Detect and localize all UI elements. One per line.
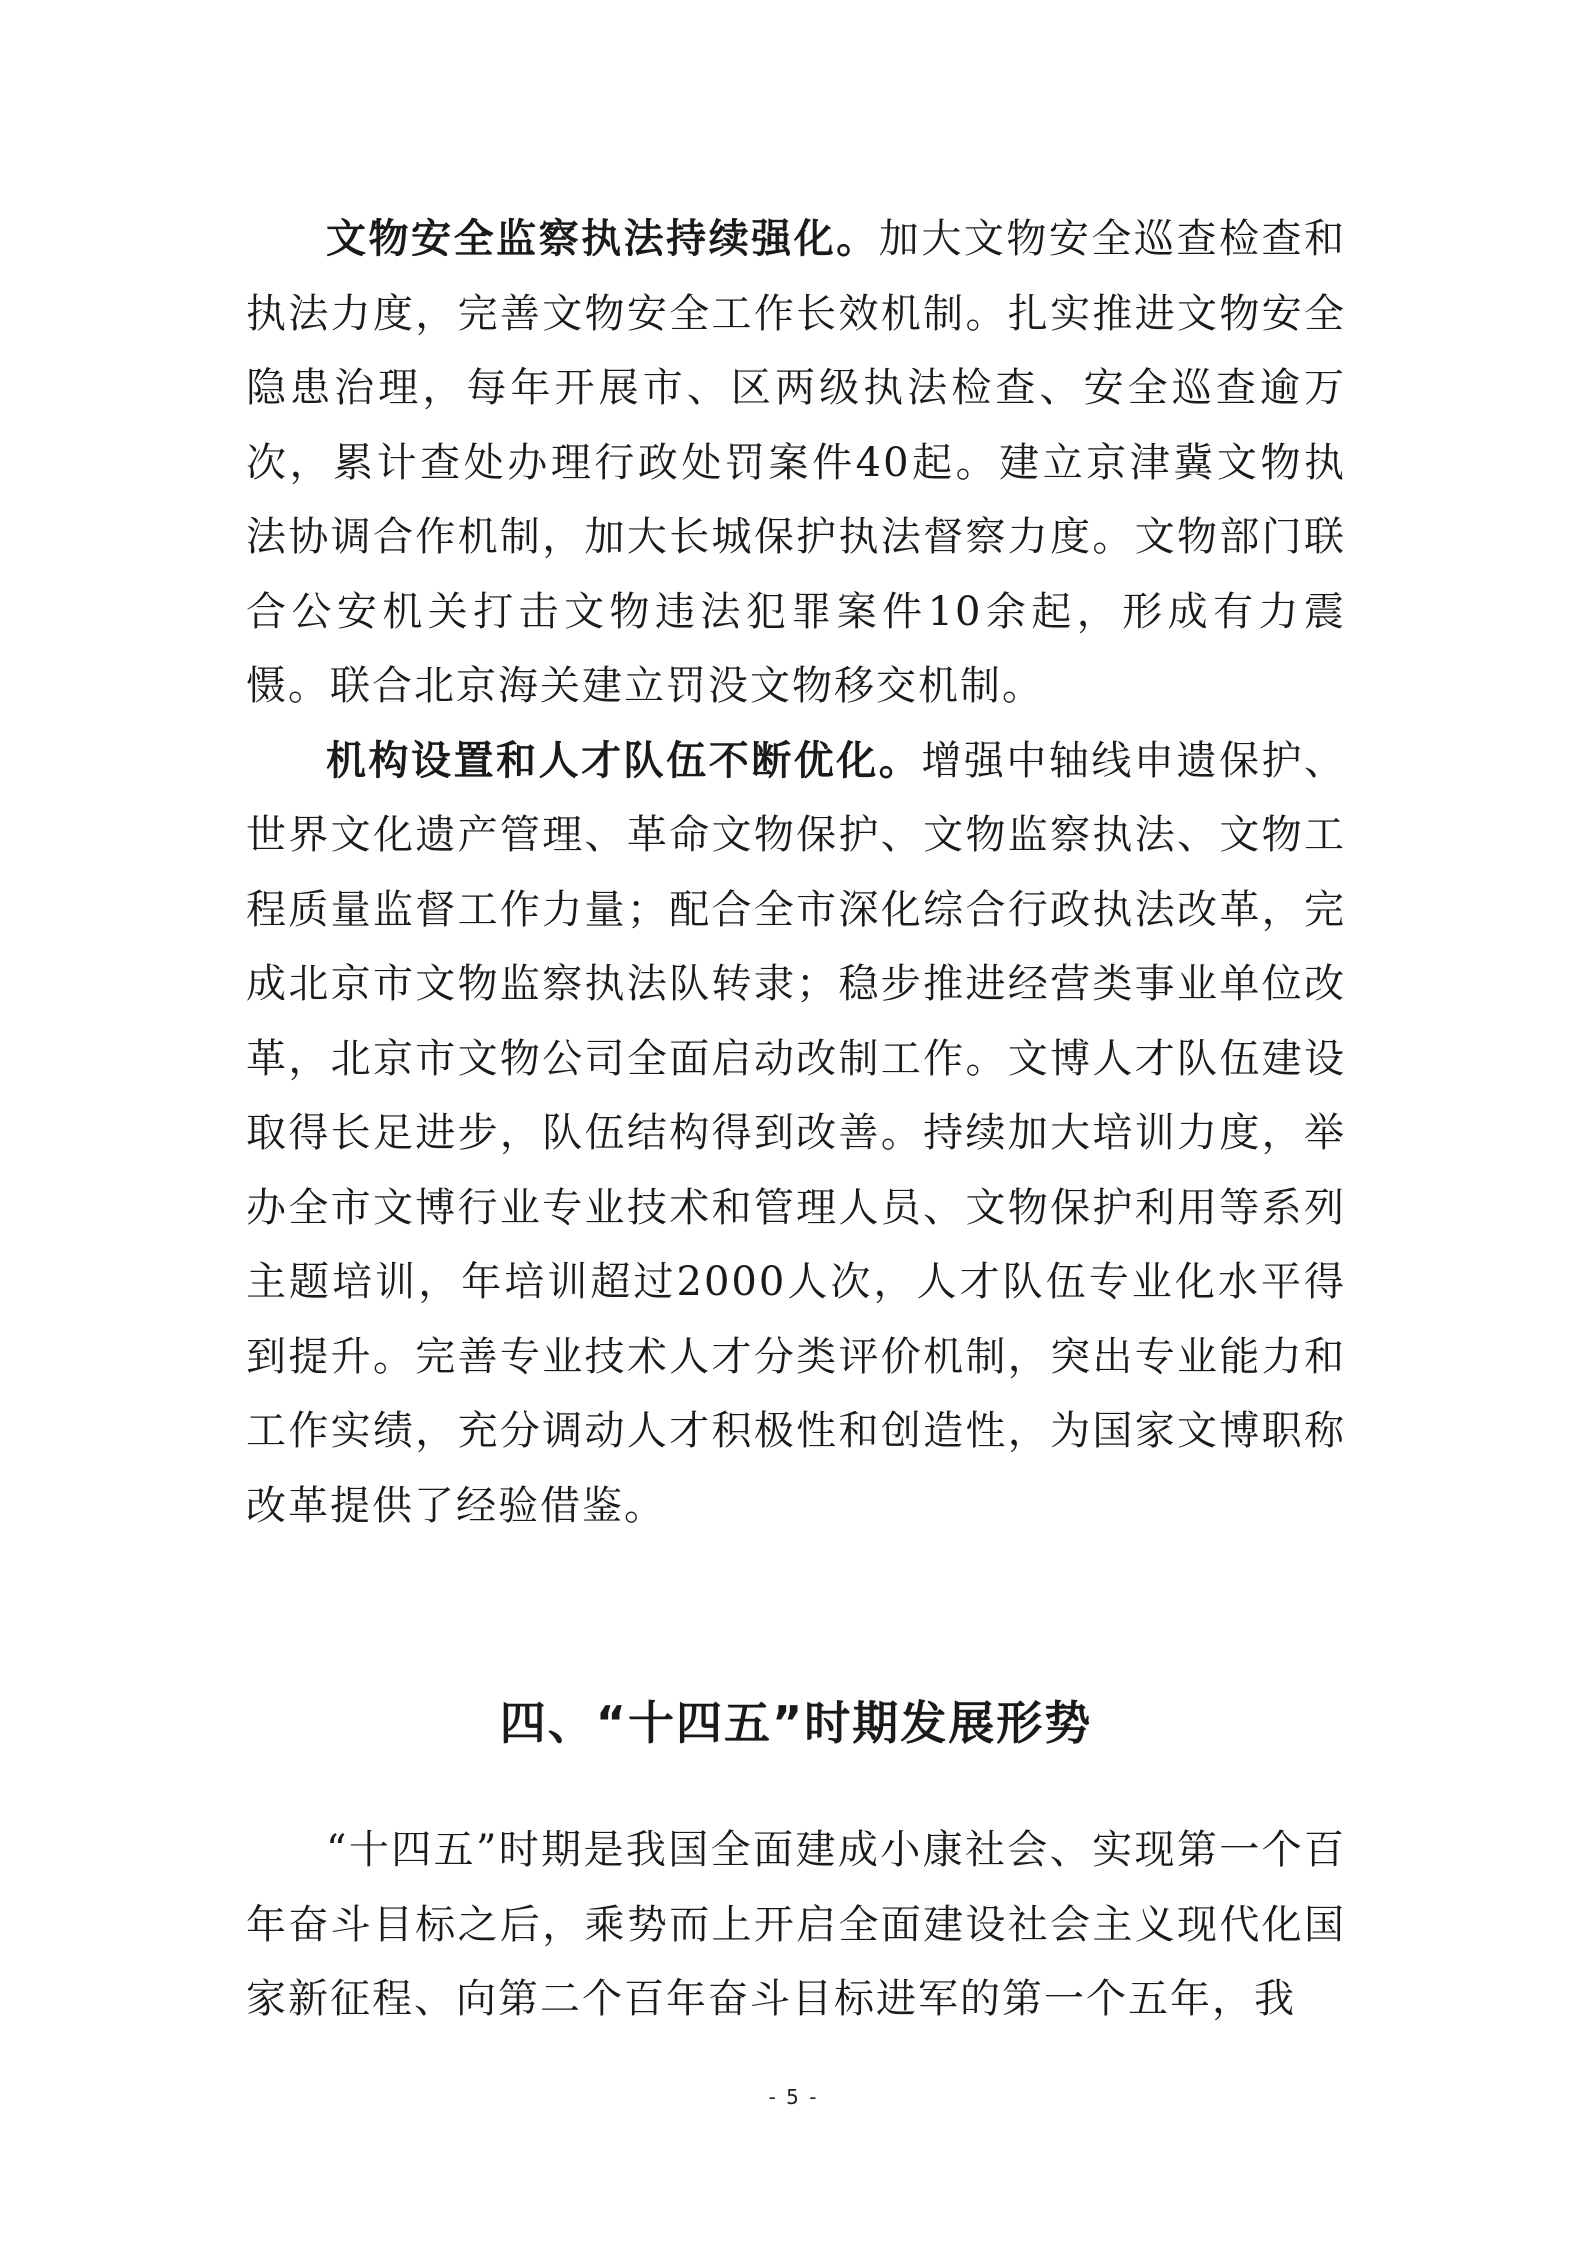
paragraph-body: 增强中轴线申遗保护、世界文化遗产管理、革命文物保护、文物监察执法、文物工程质量监督工作力量；配合全市深化综合行政执法改革，完成北京市文物监察执法队转隶；稳步推进经营类事业单位改革，北京市文物公司全面启动改制工作。文博人才队伍建设取得长足进步，队伍结构得到改善。持续加大培训力度，举办全市文博行业专业技术和管理人员、文物保护利用等系列主题培训，年培训超过2000人次，人才队伍专业化水平得到提升。完善专业技术人才分类评价机制，突出专业能力和工作实绩，充分调动人才积极性和创造性，为国家文博职称改革提供了经验借鉴。 bbox=[246, 737, 1347, 1529]
paragraph-institutions-talent bbox=[246, 724, 1346, 1544]
paragraph-heritage-safety bbox=[246, 202, 1346, 724]
paragraph-body: 加大文物安全巡查检查和执法力度，完善文物安全工作长效机制。扎实推进文物安全隐患治理，每年开展市、区两级执法检查、安全巡查逾万次，累计查处办理行政处罚案件40起。建立京津冀文物执法协调合作机制，加大长城保护执法督察力度。文物部门联合公安机关打击文物违法犯罪案件10余起，形成有力震慑。联合北京海关建立罚没文物移交机制。 bbox=[246, 216, 1347, 709]
paragraph-lead: 机构设置和人才队伍不断优化。 bbox=[326, 737, 922, 784]
section-heading: 四、“十四五”时期发展形势 bbox=[499, 1696, 1093, 1750]
paragraph-development-situation: “十四五”时期是我国全面建成小康社会、实现第一个百年奋斗目标之后，乘势而上开启全面建设社会主义现代化国家新征程、向第二个百年奋斗目标进军的第一个五年，我 bbox=[246, 1827, 1346, 2022]
document-page bbox=[246, 202, 1346, 2037]
paragraph-lead: 文物安全监察执法持续强化。 bbox=[326, 216, 879, 262]
page-number: - 5 - bbox=[768, 2085, 819, 2109]
